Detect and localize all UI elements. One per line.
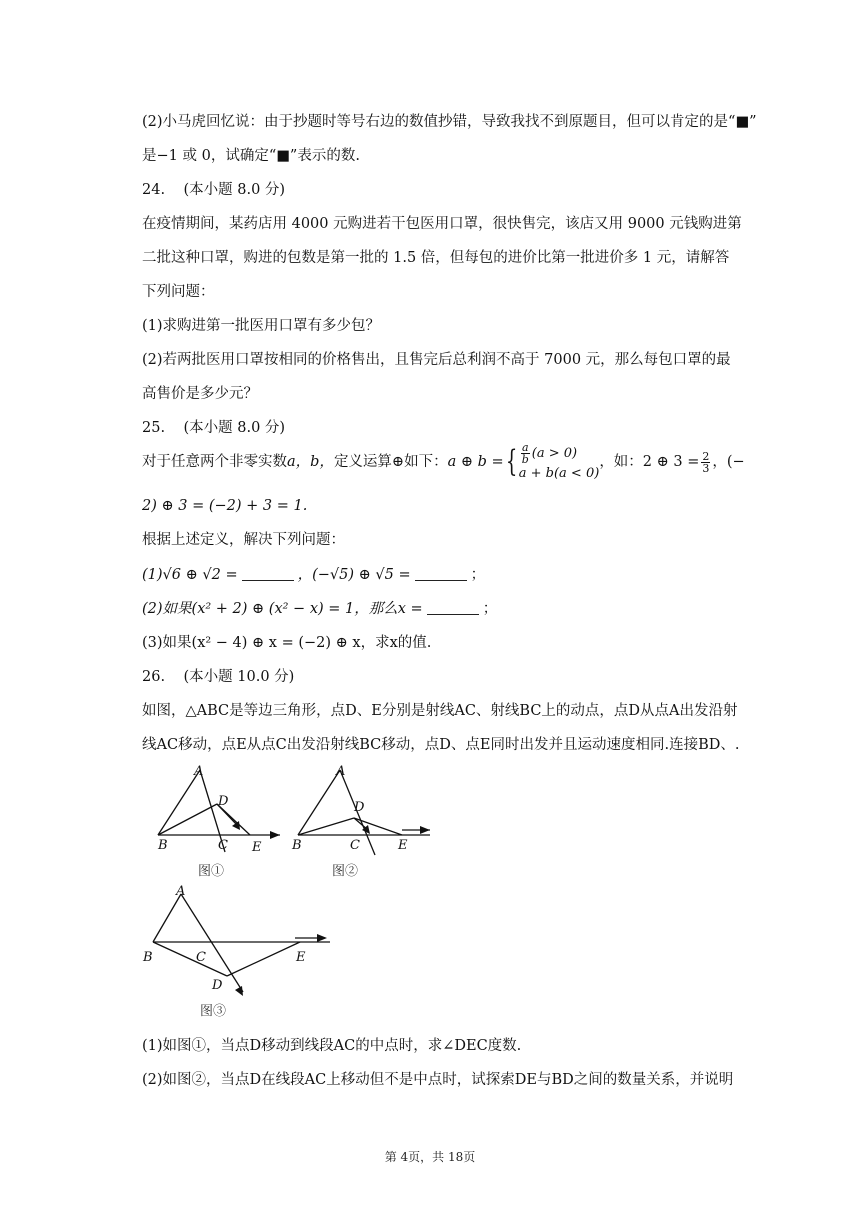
q26-part1: (1)如图①，当点D移动到线段AC的中点时，求∠DEC度数. [142, 1038, 522, 1054]
fig2-label-a: A [336, 764, 346, 779]
q25-example2: 2) ⊕ 3 = (−2) + 3 = 1. [142, 498, 308, 514]
fig2-line-ab [298, 770, 340, 835]
fig3-caption: 图③ [200, 1004, 227, 1019]
q25-part2-end: ； [482, 601, 498, 617]
q24-part1: (1)求购进第一批医用口罩有多少包？ [142, 318, 381, 334]
fig3-label-d: D [212, 978, 223, 993]
q25-part1-b: ，(−√5) ⊕ √5 = [297, 567, 411, 583]
q26-body-line2: 线AC移动，点E从点C出发沿射线BC移动，点D、点E同时出发并且运动速度相同.连接BD、. [142, 737, 740, 753]
fig1-line-bd [158, 804, 217, 835]
q25-part3: (3)如果(x² − 4) ⊕ x = (−2) ⊕ x，求x的值. [142, 635, 432, 651]
q25-case1-num: a [521, 441, 529, 454]
q25-part2-blank [427, 600, 479, 615]
fig3-label-b: B [143, 950, 153, 965]
q25-part1-blank2 [415, 566, 467, 581]
figure-2-diagram [290, 760, 440, 860]
q25-def-lhs: a ⊕ b = [447, 454, 504, 470]
q25-def-vars: a，b， [287, 454, 334, 470]
fig2-line-bd [298, 818, 354, 835]
fig2-label-e: E [398, 838, 408, 853]
q26-body-line1: 如图，△ABC是等边三角形，点D、E分别是射线AC、射线BC上的动点，点D从点A出发沿射 [142, 703, 738, 719]
fig2-caption: 图② [332, 864, 359, 879]
q25-example1-den: 3 [702, 461, 710, 475]
fig2-label-b: B [292, 838, 302, 853]
q25-part1-a: (1)√6 ⊕ √2 = [142, 567, 238, 583]
fig1-label-d: D [218, 794, 229, 809]
fig1-line-ab [158, 770, 200, 835]
fig1-label-e: E [252, 840, 262, 855]
q26-part2: (2)如图②，当点D在线段AC上移动但不是中点时，试探索DE与BD之间的数量关系，并说明 [142, 1072, 734, 1088]
q24-body-line1: 在疫情期间，某药店用 4000 元购进若干包医用口罩，很快售完，该店又用 9000 元钱购进第 [142, 216, 742, 232]
fig3-label-e: E [296, 950, 306, 965]
q25-part1-blank1 [242, 566, 294, 581]
q26-header: 26. (本小题 10.0 分) [142, 669, 295, 685]
q25-def-text: 对于任意两个非零实数 [142, 454, 287, 470]
page-footer: 第 4页，共 18页 [384, 1150, 476, 1164]
fig3-label-a: A [176, 884, 186, 899]
fig2-label-c: C [350, 838, 360, 853]
fig3-arrow-e [317, 934, 327, 942]
fig3-line-ab [153, 894, 181, 942]
q25-case1-cond: (a > 0) [531, 446, 578, 461]
fig2-label-d: D [354, 800, 365, 815]
q25-example1-num: 2 [702, 449, 710, 463]
q25-part2-a: (2)如果(x² + 2) ⊕ (x² − x) = 1，那么x = [142, 601, 423, 617]
q25-part1 [142, 565, 485, 585]
q24-part2-line2: 高售价是多少元？ [142, 386, 258, 402]
q25-def-text2: 定义运算⊕如下： [333, 454, 448, 470]
q25-definition [142, 442, 745, 482]
q24-header: 24. (本小题 8.0 分) [142, 182, 286, 198]
fig1-label-b: B [158, 838, 168, 853]
q25-header: 25. (本小题 8.0 分) [142, 420, 286, 436]
fig2-line-de [354, 818, 402, 835]
figure-3-diagram [145, 880, 345, 1005]
q25-brace: { [505, 444, 517, 479]
q25-example1-post: ，(− [712, 454, 745, 470]
q25-intro: 根据上述定义，解决下列问题： [142, 532, 345, 548]
q24-body-line2: 二批这种口罩，购进的包数是第一批的 1.5 倍，但每包的进价比第一批进价多 1 元，请解答 [142, 250, 730, 266]
fig3-line-de [227, 942, 300, 976]
fig1-arrow-e [270, 831, 280, 839]
q24-part2-line1: (2)若两批医用口罩按相同的价格售出，且售完后总利润不高于 7000 元，那么每包口罩的最 [142, 352, 731, 368]
q25-part2 [142, 599, 497, 619]
q25-cases [519, 442, 600, 482]
fig3-label-c: C [196, 950, 206, 965]
fig1-caption: 图① [198, 864, 225, 879]
q25-example1-pre: ，如：2 ⊕ 3 = [599, 454, 700, 470]
fig1-label-a: A [194, 764, 204, 779]
fig3-line-bd [153, 942, 227, 976]
q23-part2-line2: 是−1 或 0，试确定“■”表示的数. [142, 148, 360, 164]
q25-case2: a + b(a < 0) [518, 466, 600, 481]
q24-body-line3: 下列问题： [142, 284, 215, 300]
q23-part2-line1: (2)小马虎回忆说：由于抄题时等号右边的数值抄错，导致我找不到原题目，但可以肯定的是“■” [142, 114, 757, 130]
q25-case1-den: b [521, 453, 529, 466]
fig1-label-c: C [218, 838, 228, 853]
q25-example1-frac [701, 451, 710, 474]
q25-part1-end: ； [470, 567, 486, 583]
fig3-arrow-d [235, 986, 243, 996]
